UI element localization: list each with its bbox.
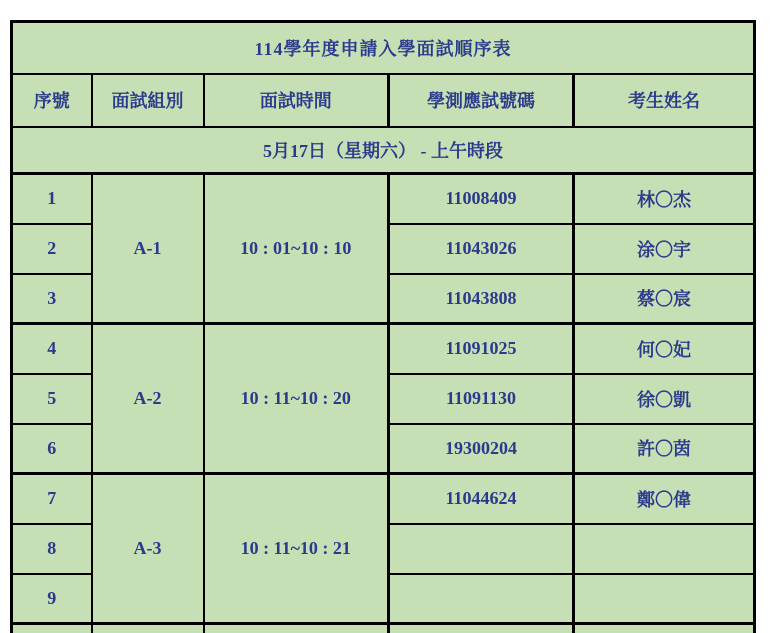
col-header-group: 面試組別 [92, 74, 204, 127]
number-cell: 11043808 [389, 274, 574, 324]
group-cell [92, 624, 204, 633]
seq-cell: 3 [12, 274, 92, 324]
seq-cell: 7 [12, 474, 92, 524]
seq-cell: 9 [12, 574, 92, 624]
table-title-row [12, 22, 755, 74]
table-title: 114學年度申請入學面試順序表 [12, 22, 755, 74]
seq-cell: 5 [12, 374, 92, 424]
name-cell [574, 524, 755, 574]
col-header-name: 考生姓名 [574, 74, 755, 127]
number-cell: 11091130 [389, 374, 574, 424]
name-cell: 何〇妃 [574, 324, 755, 374]
number-cell [389, 624, 574, 633]
interview-order-table [10, 20, 756, 633]
seq-cell: 4 [12, 324, 92, 374]
number-cell: 11008409 [389, 174, 574, 224]
number-cell: 11091025 [389, 324, 574, 374]
col-header-seq: 序號 [12, 74, 92, 127]
group-cell: A-1 [92, 174, 204, 324]
time-cell [204, 624, 389, 633]
name-cell: 鄭〇偉 [574, 474, 755, 524]
session-banner-row [12, 127, 755, 174]
seq-cell: 2 [12, 224, 92, 274]
column-header-row [12, 74, 755, 127]
time-cell: 10 : 01~10 : 10 [204, 174, 389, 324]
seq-cell [12, 624, 92, 633]
name-cell: 蔡〇宸 [574, 274, 755, 324]
table-row [12, 324, 755, 374]
name-cell [574, 574, 755, 624]
session-banner: 5月17日（星期六） - 上午時段 [12, 127, 755, 174]
table-row [12, 174, 755, 224]
col-header-number: 學測應試號碼 [389, 74, 574, 127]
seq-cell: 1 [12, 174, 92, 224]
name-cell: 徐〇凱 [574, 374, 755, 424]
seq-cell: 6 [12, 424, 92, 474]
number-cell: 19300204 [389, 424, 574, 474]
name-cell: 許〇茵 [574, 424, 755, 474]
time-cell: 10 : 11~10 : 21 [204, 474, 389, 624]
group-cell: A-3 [92, 474, 204, 624]
seq-cell: 8 [12, 524, 92, 574]
table-row-partial [12, 624, 755, 633]
name-cell: 涂〇宇 [574, 224, 755, 274]
name-cell [574, 624, 755, 633]
number-cell [389, 574, 574, 624]
number-cell [389, 524, 574, 574]
name-cell: 林〇杰 [574, 174, 755, 224]
col-header-time: 面試時間 [204, 74, 389, 127]
time-cell: 10 : 11~10 : 20 [204, 324, 389, 474]
group-cell: A-2 [92, 324, 204, 474]
table-row [12, 474, 755, 524]
number-cell: 11043026 [389, 224, 574, 274]
number-cell: 11044624 [389, 474, 574, 524]
